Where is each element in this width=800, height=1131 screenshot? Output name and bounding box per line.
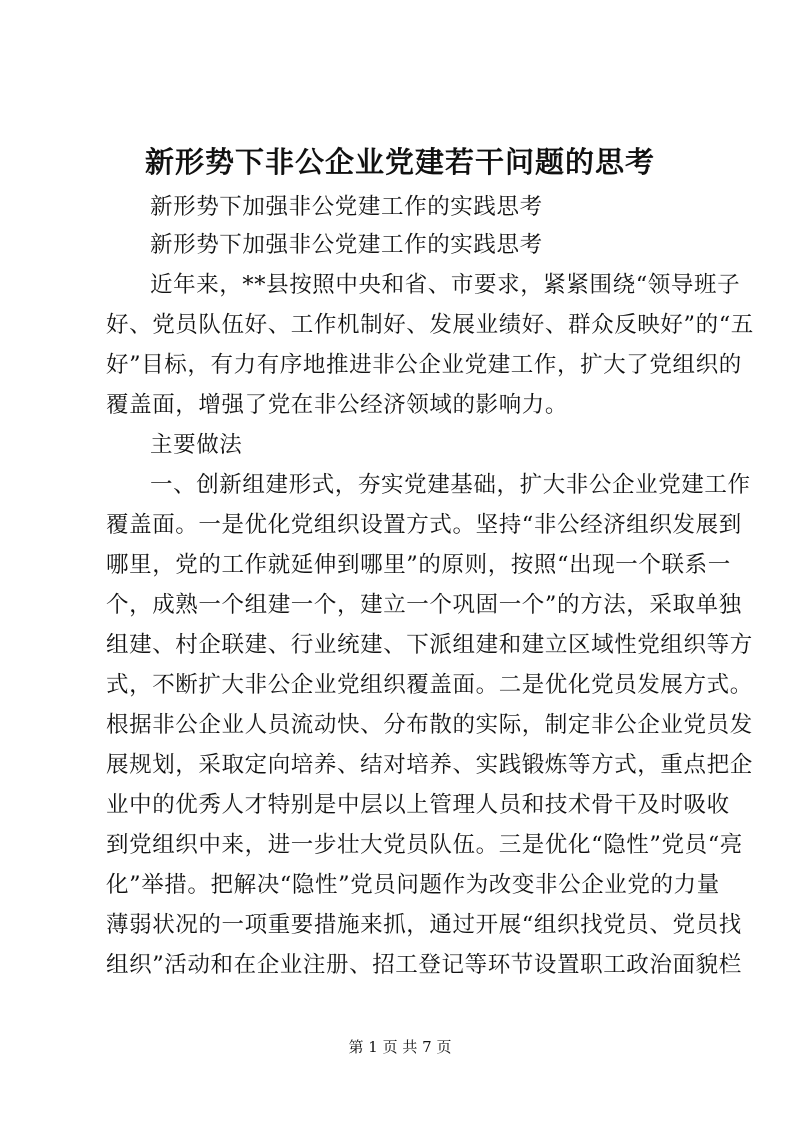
body-text-line: 根据非公企业人员流动快、分布散的实际，制定非公企业党员发: [106, 712, 753, 738]
section-heading: 主要做法: [150, 432, 243, 458]
subtitle-line: 新形势下加强非公党建工作的实践思考: [150, 232, 543, 258]
document-title: 新形势下非公企业党建若干问题的思考: [144, 145, 655, 179]
body-text-line: 业中的优秀人才特别是中层以上管理人员和技术骨干及时吸收: [106, 792, 730, 818]
body-text-line: 个，成熟一个组建一个，建立一个巩固一个”的方法，采取单独: [106, 592, 742, 618]
body-text-line: 覆盖面，增强了党在非公经济领域的影响力。: [106, 392, 569, 418]
body-text-line: 覆盖面。一是优化党组织设置方式。坚持“非公经济组织发展到: [106, 512, 742, 538]
body-text-line: 展规划，采取定向培养、结对培养、实践锻炼等方式，重点把企: [106, 752, 753, 778]
body-text-line: 好”目标，有力有序地推进非公企业党建工作，扩大了党组织的: [106, 352, 742, 378]
body-text-line: 组织”活动和在企业注册、招工登记等环节设置职工政治面貌栏: [106, 952, 742, 978]
body-text-line: 一、创新组建形式，夯实党建基础，扩大非公企业党建工作: [150, 472, 751, 498]
body-text-line: 组建、村企联建、行业统建、下派组建和建立区域性党组织等方: [106, 632, 753, 658]
body-text-line: 式，不断扩大非公企业党组织覆盖面。二是优化党员发展方式。: [106, 672, 753, 698]
body-text-line: 近年来，**县按照中央和省、市要求，紧紧围绕“领导班子: [150, 272, 741, 298]
body-text-line: 哪里，党的工作就延伸到哪里”的原则，按照“出现一个联系一: [106, 552, 731, 578]
body-text-line: 化”举措。把解决“隐性”党员问题作为改变非公企业党的力量: [106, 872, 720, 898]
body-text-line: 薄弱状况的一项重要措施来抓，通过开展“组织找党员、党员找: [106, 912, 742, 938]
body-text-line: 到党组织中来，进一步壮大党员队伍。三是优化“隐性”党员“亮: [106, 832, 743, 858]
body-text-line: 好、党员队伍好、工作机制好、发展业绩好、群众反映好”的“五: [106, 312, 754, 338]
page-number-footer: 第 1 页 共 7 页: [348, 1038, 452, 1056]
subtitle-line: 新形势下加强非公党建工作的实践思考: [150, 194, 543, 220]
